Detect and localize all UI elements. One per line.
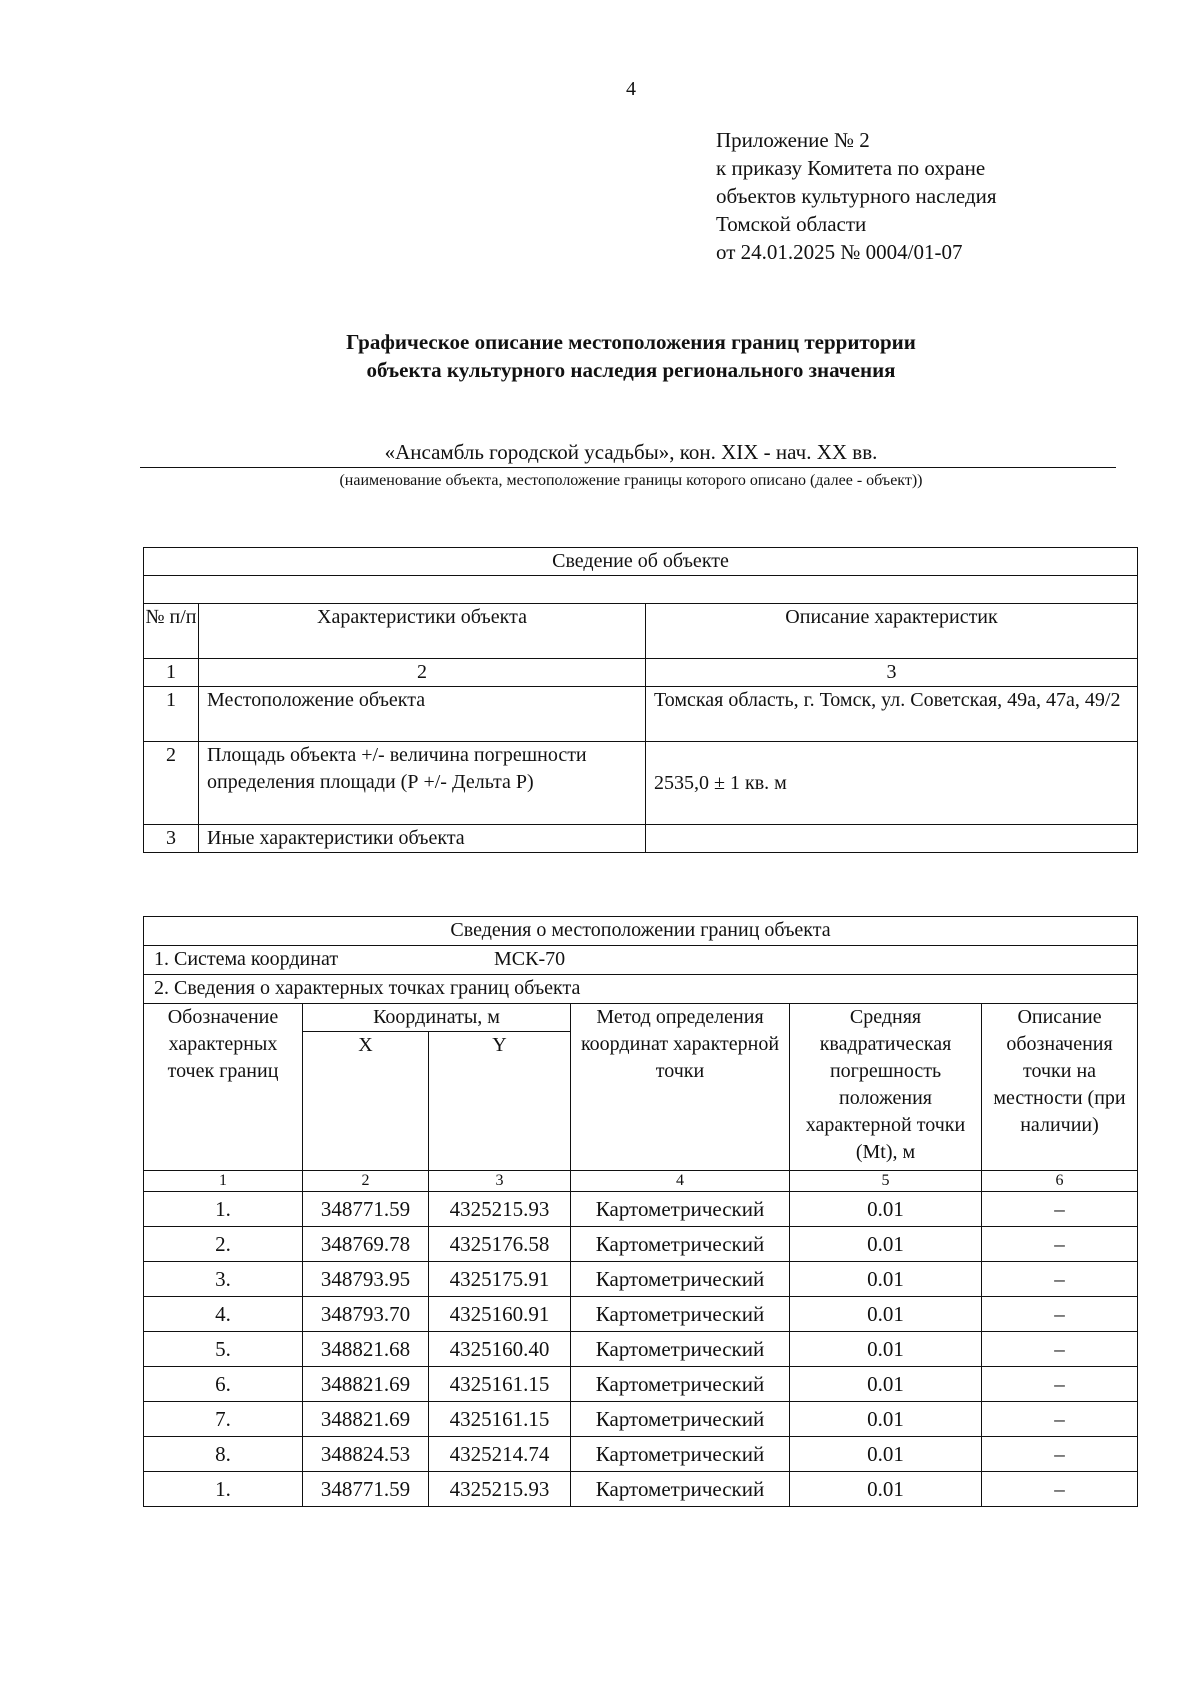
coordinate-row — [144, 1472, 1138, 1507]
col-description-header: Описание характеристик — [646, 604, 1138, 659]
x-coordinate-cell: 348821.69 — [303, 1367, 429, 1402]
row-number: 2 — [144, 742, 199, 825]
coordinate-row — [144, 1332, 1138, 1367]
error-cell: 0.01 — [790, 1437, 982, 1472]
col-description-header: Описание обозначения точки на местности (при наличии) — [982, 1004, 1138, 1171]
column-index: 1 — [144, 1171, 303, 1192]
method-cell: Картометрический — [571, 1297, 790, 1332]
point-cell: 6. — [144, 1367, 303, 1402]
point-description-cell: – — [982, 1437, 1138, 1472]
col-error-header: Средняя квадратическая погрешность положения характерной точки (Mt), м — [790, 1004, 982, 1171]
y-coordinate-cell: 4325161.15 — [429, 1367, 571, 1402]
point-description-cell: – — [982, 1332, 1138, 1367]
point-description-cell: – — [982, 1192, 1138, 1227]
description-cell: 2535,0 ± 1 кв. м — [646, 742, 1138, 825]
method-cell: Картометрический — [571, 1192, 790, 1227]
y-coordinate-cell: 4325161.15 — [429, 1402, 571, 1437]
boundary-heading: Сведения о местоположении границ объекта — [144, 917, 1138, 946]
coordinate-row — [144, 1192, 1138, 1227]
object-info-table — [143, 547, 1138, 853]
coordinate-row — [144, 1367, 1138, 1402]
object-name: «Ансамбль городской усадьбы», кон. XIX - нач. XX вв. — [384, 440, 878, 464]
point-cell: 4. — [144, 1297, 303, 1332]
method-cell: Картометрический — [571, 1472, 790, 1507]
points-heading: 2. Сведения о характерных точках границ объекта — [144, 975, 1138, 1004]
x-coordinate-cell: 348824.53 — [303, 1437, 429, 1472]
error-cell: 0.01 — [790, 1227, 982, 1262]
object-name-caption: (наименование объекта, местоположение границы которого описано (далее - объект)) — [339, 472, 923, 489]
appendix-line: Томской области — [716, 212, 867, 236]
col-x-header: X — [303, 1032, 429, 1171]
coordinate-row — [144, 1402, 1138, 1437]
title-line: объекта культурного наследия регионального значения — [366, 358, 896, 382]
error-cell: 0.01 — [790, 1192, 982, 1227]
boundary-coordinates-table — [143, 916, 1138, 1507]
column-index: 2 — [303, 1171, 429, 1192]
x-coordinate-cell: 348821.68 — [303, 1332, 429, 1367]
characteristic-cell: Площадь объекта +/- величина погрешности определения площади (Р +/- Дельта Р) — [199, 742, 646, 825]
point-description-cell: – — [982, 1472, 1138, 1507]
col-number-header: № п/п — [144, 604, 199, 659]
appendix-line: объектов культурного наследия — [716, 184, 997, 208]
x-coordinate-cell: 348821.69 — [303, 1402, 429, 1437]
point-cell: 1. — [144, 1192, 303, 1227]
error-cell: 0.01 — [790, 1402, 982, 1437]
point-cell: 1. — [144, 1472, 303, 1507]
appendix-line: Приложение № 2 — [716, 128, 870, 152]
column-index: 1 — [144, 659, 199, 687]
y-coordinate-cell: 4325160.91 — [429, 1297, 571, 1332]
method-cell: Картометрический — [571, 1332, 790, 1367]
empty-row — [144, 576, 1138, 604]
point-description-cell: – — [982, 1367, 1138, 1402]
method-cell: Картометрический — [571, 1402, 790, 1437]
appendix-line: к приказу Комитета по охране — [716, 156, 986, 180]
column-index: 4 — [571, 1171, 790, 1192]
characteristic-cell: Местоположение объекта — [199, 687, 646, 742]
column-index: 6 — [982, 1171, 1138, 1192]
col-characteristic-header: Характеристики объекта — [199, 604, 646, 659]
point-cell: 7. — [144, 1402, 303, 1437]
error-cell: 0.01 — [790, 1262, 982, 1297]
row-number: 3 — [144, 825, 199, 853]
method-cell: Картометрический — [571, 1227, 790, 1262]
row-number: 1 — [144, 687, 199, 742]
x-coordinate-cell: 348793.95 — [303, 1262, 429, 1297]
col-y-header: Y — [429, 1032, 571, 1171]
object-info-heading: Сведение об объекте — [144, 548, 1138, 576]
x-coordinate-cell: 348793.70 — [303, 1297, 429, 1332]
point-description-cell: – — [982, 1227, 1138, 1262]
method-cell: Картометрический — [571, 1262, 790, 1297]
x-coordinate-cell: 348769.78 — [303, 1227, 429, 1262]
characteristic-cell: Иные характеристики объекта — [199, 825, 646, 853]
method-cell: Картометрический — [571, 1437, 790, 1472]
point-cell: 2. — [144, 1227, 303, 1262]
x-coordinate-cell: 348771.59 — [303, 1472, 429, 1507]
page-number: 4 — [626, 78, 636, 100]
appendix-line: от 24.01.2025 № 0004/01-07 — [716, 240, 963, 264]
description-cell — [646, 825, 1138, 853]
appendix-header — [716, 126, 997, 266]
y-coordinate-cell: 4325160.40 — [429, 1332, 571, 1367]
coordinate-system-row — [144, 946, 1138, 975]
y-coordinate-cell: 4325176.58 — [429, 1227, 571, 1262]
col-point-header: Обозначение характерных точек границ — [144, 1004, 303, 1171]
y-coordinate-cell: 4325215.93 — [429, 1472, 571, 1507]
coordinate-row — [144, 1437, 1138, 1472]
coordinate-system-label: 1. Система координат — [154, 948, 339, 970]
point-description-cell: – — [982, 1262, 1138, 1297]
column-index: 3 — [646, 659, 1138, 687]
document-title — [0, 328, 1200, 384]
error-cell: 0.01 — [790, 1332, 982, 1367]
y-coordinate-cell: 4325175.91 — [429, 1262, 571, 1297]
point-cell: 8. — [144, 1437, 303, 1472]
error-cell: 0.01 — [790, 1472, 982, 1507]
y-coordinate-cell: 4325214.74 — [429, 1437, 571, 1472]
error-cell: 0.01 — [790, 1367, 982, 1402]
coordinate-row — [144, 1262, 1138, 1297]
point-cell: 3. — [144, 1262, 303, 1297]
error-cell: 0.01 — [790, 1297, 982, 1332]
title-line: Графическое описание местоположения границ территории — [346, 330, 916, 354]
coordinate-system-value: МСК-70 — [494, 948, 566, 970]
method-cell: Картометрический — [571, 1367, 790, 1402]
column-index: 5 — [790, 1171, 982, 1192]
point-description-cell: – — [982, 1402, 1138, 1437]
point-description-cell: – — [982, 1297, 1138, 1332]
coordinate-row — [144, 1227, 1138, 1262]
col-coordinates-header: Координаты, м — [303, 1004, 571, 1032]
description-cell: Томская область, г. Томск, ул. Советская, 49а, 47а, 49/2 — [646, 687, 1138, 742]
column-index: 2 — [199, 659, 646, 687]
coordinate-row — [144, 1297, 1138, 1332]
column-index: 3 — [429, 1171, 571, 1192]
x-coordinate-cell: 348771.59 — [303, 1192, 429, 1227]
y-coordinate-cell: 4325215.93 — [429, 1192, 571, 1227]
col-method-header: Метод определения координат характерной точки — [571, 1004, 790, 1171]
underline-divider — [140, 467, 1116, 468]
point-cell: 5. — [144, 1332, 303, 1367]
